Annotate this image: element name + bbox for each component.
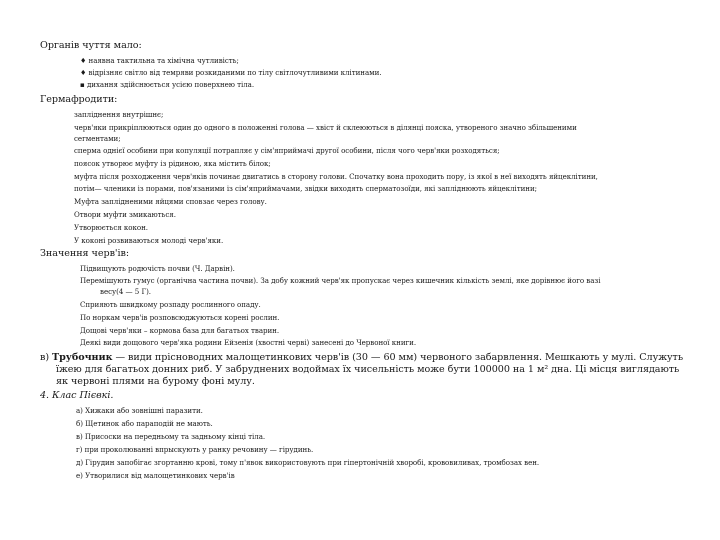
list-item: У коконі розвиваються молоді черв'яки. (74, 236, 224, 245)
hermaphrodites-heading: Гермафродити: (40, 94, 118, 105)
list-item: Дощові черв'яки – кормова база для багатьох тварин. (80, 326, 280, 335)
list-item: д) Гірудин запобігає згортанню крові, тому п'явок використовують при гіпертонічній хворобі, крововиливах, тромбозах вен. (76, 458, 540, 467)
list-item: сперма однієї особини при копуляції потрапляє у сім'яприймачі другої особини, після чого черв'яки розходяться; (74, 146, 500, 155)
list-item: запліднення внутрішнє; (74, 110, 164, 119)
list-item: ♦ відрізняє світло від темряви розкиданими по тілу світлочутливими клітинами. (80, 68, 382, 77)
list-item: Перемішують гумус (органічна частина почви). За добу кожний черв'як пропускає через кишечник кількість землі, яке дорівнює його вазі (80, 276, 601, 285)
list-item: Сприяють швидкому розпаду рослинного опаду. (80, 300, 261, 309)
leeches-heading: 4. Клас Пієвкі. (40, 390, 114, 401)
list-item: черв'яки прикріплюються один до одного в положенні голова — хвіст й склеюються в ділянці пояска, утвореного значно збільшеними (74, 123, 577, 132)
list-item: Отвори муфти змикаються. (74, 210, 176, 219)
list-item: в) Присоски на передньому та задньому кінці тіла. (76, 432, 266, 441)
list-item: муфта після розходження черв'яків починає двигатись в сторону голови. Спочатку вона проходить пору, із якої в неї виходять яйцеклітини, (74, 172, 598, 181)
senses-heading: Органів чуття мало: (40, 40, 142, 51)
list-item: По норкам черв'ів розповсюджуються корені рослин. (80, 313, 280, 322)
list-item: Муфта заплідненими яйцями сповзає через голову. (74, 197, 267, 206)
significance-heading: Значення черв'ів: (40, 248, 130, 259)
list-item: весу(4 — 5 Г). (100, 287, 152, 296)
tubifex-paragraph-line: як червоні плями на бурому фоні мулу. (56, 376, 255, 387)
list-item: е) Утворилися від малощетинкових черв'ів (76, 471, 235, 480)
tubifex-paragraph-line (40, 352, 683, 364)
list-item: сегментами; (74, 134, 121, 143)
list-item: Деякі види дощового черв'яка родини Ейзенія (хвостні черві) занесені до Червоної книги. (80, 338, 417, 347)
list-item: потім— членики із порами, пов'язаними із сім'яприймачами, звідки виходять сперматозоїди, які запліднюють яйцеклітини; (74, 184, 537, 193)
tubifex-paragraph-line: їжею для багатьох донних риб. У забруднених водоймах їх чисельність може бути 100000 на 1 м² дна. Ці місця виглядають (56, 364, 680, 375)
list-item: б) Щетинок або параподій не мають. (76, 419, 213, 428)
tubifex-prefix: в) (40, 352, 53, 363)
list-item: Підвищують родючість почви (Ч. Дарвін). (80, 264, 235, 273)
tubifex-text: — види прісноводних малощетинкових черв'ів (30 — 60 мм) червоного забарвлення. Мешкають у мулі. Служуть (112, 352, 683, 363)
list-item: а) Хижаки або зовнішні паразити. (76, 406, 203, 415)
list-item: поясок утворює муфту із рідиною, яка містить білок; (74, 159, 271, 168)
list-item: ▪ дихання здійснюється усією поверхнею тіла. (80, 80, 255, 89)
list-item: г) при проколюванні впрыскують у ранку речовину — гірудинь. (76, 445, 314, 454)
tubifex-term: Трубочник (52, 352, 113, 363)
list-item: Утворюється кокон. (74, 223, 148, 232)
list-item: ♦ наявна тактильна та хімічна чутливість; (80, 56, 239, 65)
